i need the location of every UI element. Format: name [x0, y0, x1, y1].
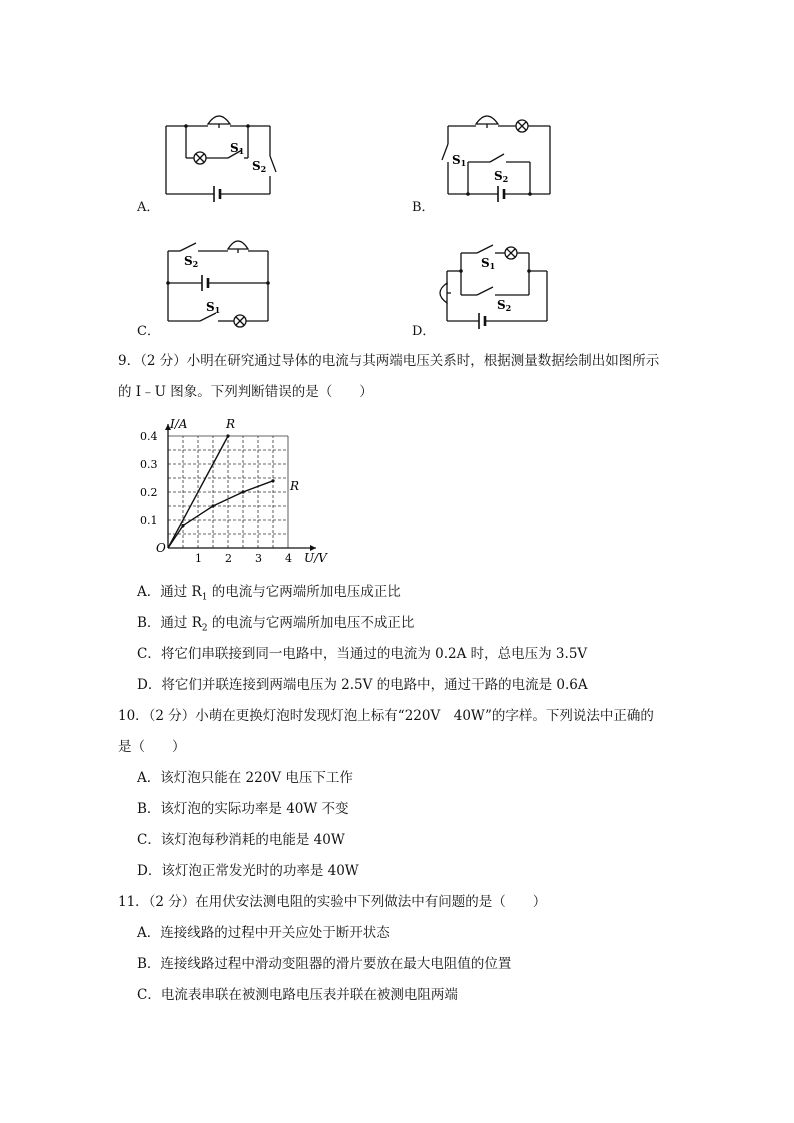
- option-letter: C．: [137, 987, 161, 1003]
- data-point: [211, 504, 214, 507]
- option-letter: C．: [137, 832, 161, 848]
- question-9-stem-line-2: 的 I﹣U 图象。下列判断错误的是（ ）: [118, 384, 373, 400]
- data-point: [271, 479, 274, 482]
- option-text: 该灯泡正常发光时的功率是 40W: [161, 863, 359, 879]
- option-text: 该灯泡的实际功率是 40W 不变: [160, 801, 349, 817]
- question-9-option-b[interactable]: [137, 614, 414, 638]
- battery-icon: [214, 186, 220, 202]
- option-text: 将它们串联接到同一电路中，当通过的电流为 0.2A 时，总电压为 3.5V: [160, 646, 588, 662]
- option-letter: D．: [137, 863, 162, 879]
- option-letter: A．: [137, 584, 161, 600]
- r2-curve-label: R: [290, 479, 300, 493]
- option-label-c: C．: [137, 324, 160, 339]
- switch-s2-icon: [490, 154, 504, 162]
- question-10-option-a[interactable]: [137, 769, 353, 787]
- question-9-option-c[interactable]: [137, 645, 587, 663]
- option-letter: A．: [137, 770, 161, 786]
- data-point: [226, 434, 229, 437]
- bell-icon: [440, 283, 451, 303]
- switch-s2-icon: [477, 287, 493, 295]
- option-label-d: D．: [412, 324, 436, 339]
- option-letter: B．: [137, 801, 161, 817]
- x-axis-label: U/V: [304, 551, 327, 565]
- switch-label-s2: S2: [497, 298, 512, 313]
- switch-label-s2: S2: [494, 169, 509, 184]
- lamp-icon: [194, 152, 206, 164]
- option-letter: B．: [137, 615, 161, 631]
- y-tick-label: 0.4: [140, 430, 158, 443]
- battery-icon: [498, 186, 504, 202]
- switch-s1-icon: [200, 313, 216, 321]
- option-text: 电流表串联在被测电路电压表并联在被测电阻两端: [160, 987, 458, 1003]
- y-tick-label: 0.3: [140, 458, 158, 471]
- bell-icon: [476, 116, 498, 128]
- data-point: [181, 524, 184, 527]
- subscript: 1: [201, 592, 208, 603]
- option-text: 通过 R: [160, 584, 202, 600]
- switch-label-s1: S1: [230, 141, 245, 156]
- option-text: 该灯泡每秒消耗的电能是 40W: [160, 832, 345, 848]
- battery-icon: [479, 313, 485, 329]
- question-9-option-d[interactable]: [137, 676, 588, 694]
- y-tick-label: 0.1: [140, 514, 158, 527]
- switch-s2-icon: [270, 156, 276, 172]
- battery-icon: [202, 275, 208, 291]
- y-axis-label: I/A: [170, 417, 188, 431]
- switch-s2-icon: [180, 243, 196, 251]
- lamp-icon: [505, 247, 517, 259]
- question-11-stem: 11．（2 分）在用伏安法测电阻的实验中下列做法中有问题的是（ ）: [118, 894, 547, 910]
- switch-label-s1: S1: [452, 153, 467, 168]
- option-letter: C．: [137, 646, 161, 662]
- subscript: 2: [201, 623, 208, 634]
- bell-icon: [228, 241, 248, 253]
- question-9-option-a[interactable]: [137, 583, 401, 607]
- iu-graph: [138, 412, 338, 572]
- question-10-stem-line-2: 是（ ）: [118, 739, 186, 755]
- option-text: 该灯泡只能在 220V 电压下工作: [160, 770, 353, 786]
- option-text: 的电流与它两端所加电压不成正比: [207, 615, 415, 631]
- lamp-icon: [516, 120, 528, 132]
- question-10-option-d[interactable]: [137, 862, 359, 880]
- option-label-a: A．: [137, 200, 160, 215]
- r1-curve-label: R: [226, 417, 236, 431]
- circuit-diagram-d: [425, 225, 565, 335]
- r2-curve: [168, 481, 273, 548]
- switch-label-s1: S1: [481, 256, 496, 271]
- option-letter: B．: [137, 956, 161, 972]
- switch-s1-icon: [477, 245, 493, 253]
- switch-label-s2: S2: [252, 159, 267, 174]
- question-10-option-b[interactable]: [137, 800, 349, 818]
- option-text: 通过 R: [160, 615, 202, 631]
- switch-label-s2: S2: [184, 254, 199, 269]
- question-10-option-c[interactable]: [137, 831, 345, 849]
- option-label-b: B．: [412, 200, 435, 215]
- option-text: 的电流与它两端所加电压成正比: [207, 584, 401, 600]
- switch-s1-icon: [442, 144, 448, 160]
- question-11-option-b[interactable]: [137, 955, 511, 973]
- switch-label-s1: S1: [206, 300, 221, 315]
- x-tick-label: 1: [195, 552, 202, 565]
- option-text: 连接线路过程中滑动变阻器的滑片要放在最大电阻值的位置: [160, 956, 512, 972]
- question-11-option-c[interactable]: [137, 986, 458, 1004]
- y-tick-label: 0.2: [140, 486, 158, 499]
- option-text: 将它们并联连接到两端电压为 2.5V 的电路中，通过干路的电流是 0.6A: [161, 677, 588, 693]
- bell-icon: [208, 116, 230, 128]
- circuit-diagram-c: [130, 225, 290, 335]
- x-tick-label: 4: [285, 552, 292, 565]
- option-letter: D．: [137, 677, 162, 693]
- origin-label: O: [156, 541, 166, 555]
- data-point: [241, 490, 244, 493]
- x-tick-label: 2: [225, 552, 232, 565]
- option-text: 连接线路的过程中开关应处于断开状态: [160, 925, 390, 941]
- question-10-stem-line-1: 10．（2 分）小萌在更换灯泡时发现灯泡上标有“220V 40W”的字样。下列说法中正确的: [118, 708, 654, 724]
- lamp-icon: [234, 315, 246, 327]
- question-11-option-a[interactable]: [137, 924, 390, 942]
- question-9-stem-line-1: 9．（2 分）小明在研究通过导体的电流与其两端电压关系时，根据测量数据绘制出如图所示: [118, 353, 660, 369]
- x-tick-label: 3: [255, 552, 262, 565]
- option-letter: A．: [137, 925, 161, 941]
